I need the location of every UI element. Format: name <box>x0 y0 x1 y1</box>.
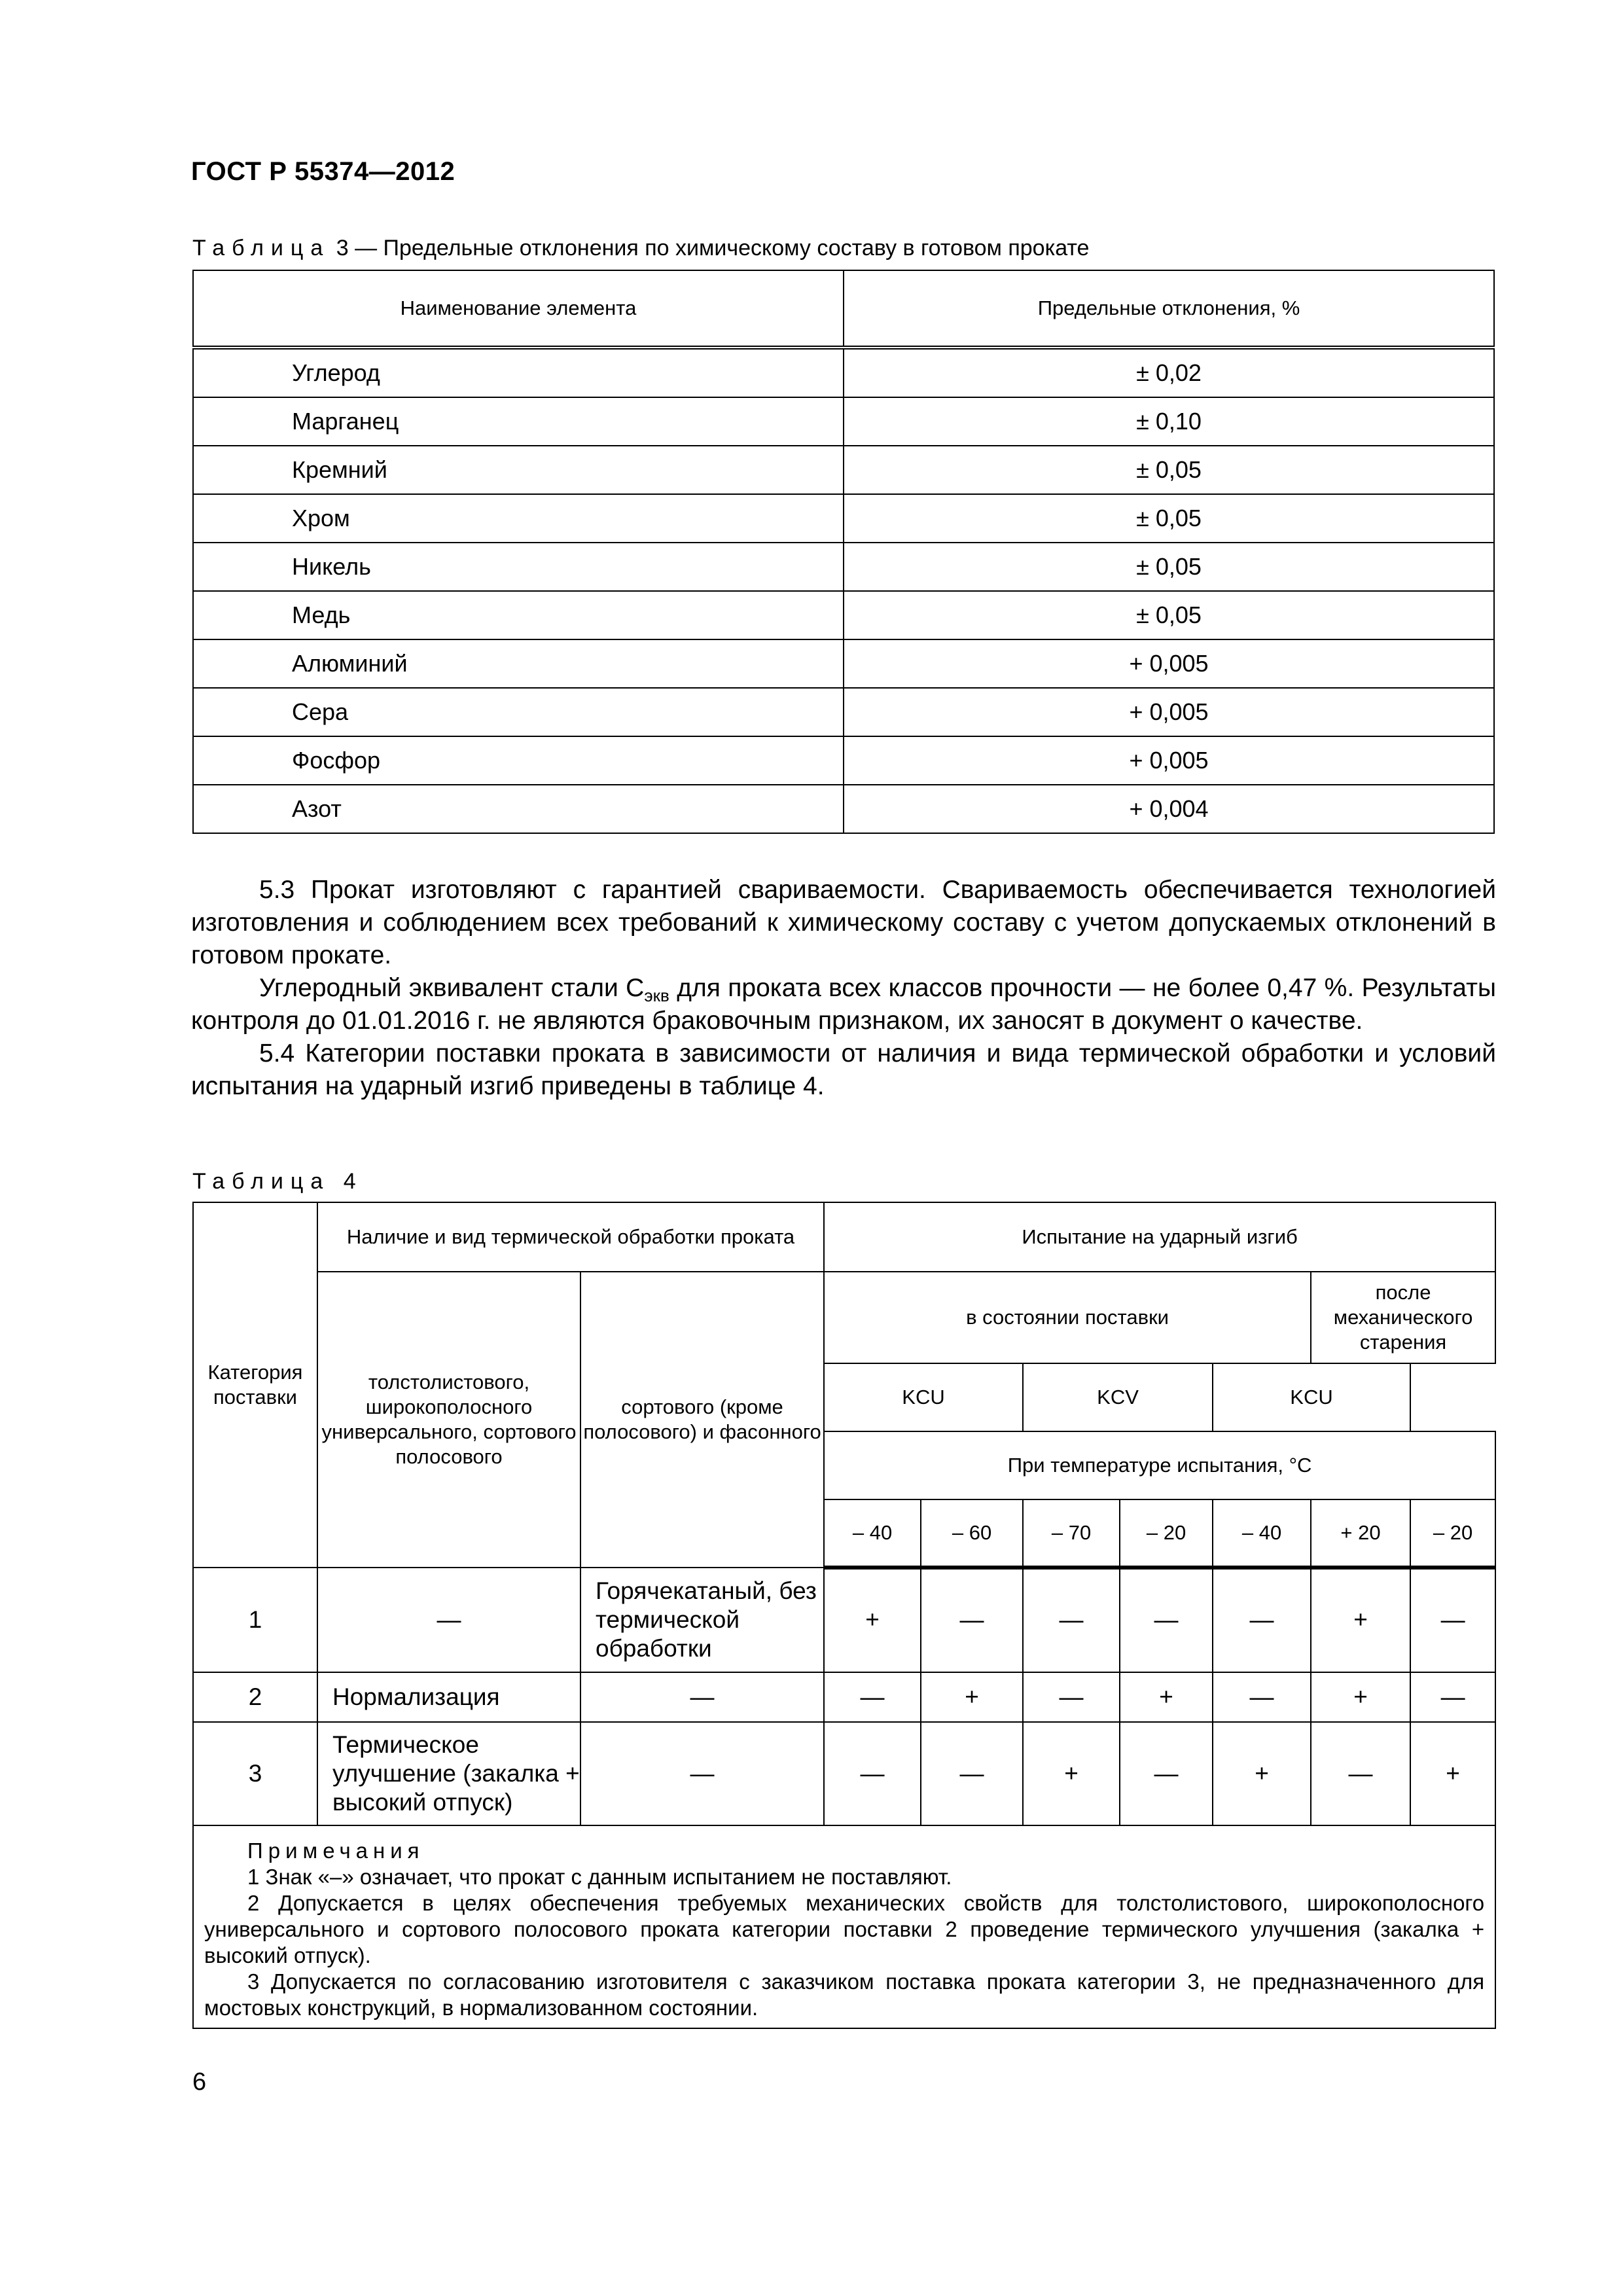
table4-plate-treatment: Термическое улучшение (закалка + высокий отпуск) <box>317 1722 580 1825</box>
body-text <box>191 874 1496 1103</box>
table4-header-section: сортового (кроме полосового) и фасонного <box>580 1272 824 1568</box>
table4-test-mark: — <box>1213 1672 1311 1722</box>
table4-test-mark: — <box>1311 1722 1410 1825</box>
table4-temperature-value: + 20 <box>1311 1499 1410 1568</box>
note-item: 3 Допускается по согласованию изготовителя с заказчиком поставка проката категории 3, не предназначенного для мостовых конструкций, в нормализованном состоянии. <box>204 1969 1485 2020</box>
table4-test-mark: — <box>921 1568 1023 1672</box>
table3-row <box>193 688 1494 736</box>
page-number: 6 <box>192 2068 207 2096</box>
note-item: 2 Допускается в целях обеспечения требуемых механических свойств для толстолистового, широкополосного универсального и сортового полосового проката категории поставки 2 проведение термического улучшения (закалка + высокий отпуск). <box>204 1891 1485 1967</box>
table3-row <box>193 639 1494 688</box>
table3-deviation-value: ± 0,05 <box>844 543 1494 591</box>
table3-element-name: Сера <box>193 688 844 736</box>
table4-test-mark: — <box>824 1672 921 1722</box>
table4-test-mark: + <box>921 1672 1023 1722</box>
table4-header-as-delivered: в состоянии поставки <box>824 1272 1311 1363</box>
table4-notes <box>193 1825 1495 2028</box>
table4-header-row-2 <box>193 1272 1495 1363</box>
table3-row <box>193 785 1494 833</box>
note-item: 1 Знак «–» означает, что прокат с данным испытанием не поставляют. <box>247 1865 952 1889</box>
table3-caption-text: 3 — Предельные отклонения по химическому составу в готовом прокате <box>330 236 1090 260</box>
table4-section-treatment: — <box>580 1672 824 1722</box>
table4-category-number: 3 <box>193 1722 317 1825</box>
table3-caption-label: Таблица <box>192 236 330 260</box>
table4-test-mark: + <box>1311 1568 1410 1672</box>
table4-test-mark: — <box>1213 1568 1311 1672</box>
table4-temperature-value: – 70 <box>1023 1499 1120 1568</box>
table4-test-mark: — <box>1410 1672 1495 1722</box>
table3-body <box>193 348 1494 833</box>
table4-category-number: 1 <box>193 1568 317 1672</box>
table4-test-mark: + <box>1120 1672 1213 1722</box>
table3-deviation-value: ± 0,05 <box>844 494 1494 543</box>
table3-deviation-value: ± 0,05 <box>844 591 1494 639</box>
table4-notes-row <box>193 1825 1495 2028</box>
table3-row <box>193 494 1494 543</box>
notes-title: Примечания <box>247 1839 425 1863</box>
table4-test-mark: — <box>1120 1722 1213 1825</box>
table3-element-name: Медь <box>193 591 844 639</box>
table3-deviation-value: + 0,004 <box>844 785 1494 833</box>
table4-body <box>193 1568 1495 1825</box>
table3-element-name: Марганец <box>193 397 844 446</box>
table3-deviation-value: + 0,005 <box>844 736 1494 785</box>
table4-section-treatment: — <box>580 1722 824 1825</box>
table3-deviation-value: ± 0,10 <box>844 397 1494 446</box>
table3-element-name: Хром <box>193 494 844 543</box>
table4-header-kcu-delivered: KCU <box>824 1363 1023 1431</box>
table4-header-plate: толстолистового, широкополосного универсального, сортового полосового <box>317 1272 580 1568</box>
table4-temperature-value: – 40 <box>1213 1499 1311 1568</box>
table4-header-category: Категория поставки <box>193 1202 317 1568</box>
table4-test-mark: + <box>1311 1672 1410 1722</box>
table3-header-element: Наименование элемента <box>193 270 844 348</box>
table4-plate-treatment: — <box>317 1568 580 1672</box>
document-number: ГОСТ Р 55374—2012 <box>191 157 455 186</box>
table4-test-mark: + <box>1023 1722 1120 1825</box>
table4-header-kcv: KCV <box>1023 1363 1213 1431</box>
table3-chemical-deviations <box>192 270 1495 834</box>
table4-header-impact-test: Испытание на ударный изгиб <box>824 1202 1495 1272</box>
paragraph-carbon-equivalent <box>191 972 1496 1037</box>
table4-row <box>193 1722 1495 1825</box>
table3-element-name: Никель <box>193 543 844 591</box>
paragraph-5-3: 5.3 Прокат изготовляют с гарантией свариваемости. Свариваемость обеспечивается технологией изготовления и соблюдением всех требований к химическому составу с учетом допускаемых отклонений в готовом прокате. <box>191 876 1496 969</box>
table3-row <box>193 543 1494 591</box>
table3-row <box>193 591 1494 639</box>
table4-test-mark: + <box>1213 1722 1311 1825</box>
table4-temperature-value: – 60 <box>921 1499 1023 1568</box>
table3-row <box>193 397 1494 446</box>
table4-header-heat-treatment: Наличие и вид термической обработки проката <box>317 1202 824 1272</box>
table4-section-treatment: Горячекатаный, без термической обработки <box>580 1568 824 1672</box>
table4-header-after-aging: после механического старения <box>1311 1272 1495 1363</box>
table3-deviation-value: ± 0,02 <box>844 348 1494 397</box>
table3-header-row <box>193 270 1494 348</box>
table4-temperature-value: – 20 <box>1410 1499 1495 1568</box>
table4-test-mark: + <box>1410 1722 1495 1825</box>
table4-plate-treatment: Нормализация <box>317 1672 580 1722</box>
table4-category-number: 2 <box>193 1672 317 1722</box>
table4-test-mark: — <box>1410 1568 1495 1672</box>
table4-header-kcu-aged: KCU <box>1213 1363 1410 1431</box>
table3-row <box>193 348 1494 397</box>
table4-test-mark: — <box>824 1722 921 1825</box>
table3-element-name: Алюминий <box>193 639 844 688</box>
carbon-equivalent-text-b: для проката всех классов прочности — не более 0,47 %. Результаты контроля до 01.01.2016 г. не являются браковочным признаком, их заносят в документ о качестве. <box>191 974 1496 1035</box>
table4-temperature-value: – 20 <box>1120 1499 1213 1568</box>
table4-temperature-value: – 40 <box>824 1499 921 1568</box>
table4-header-temperature: При температуре испытания, °С <box>824 1431 1495 1499</box>
table4-caption: Таблица 4 <box>192 1169 363 1194</box>
table4-header-row-1 <box>193 1202 1495 1272</box>
table3-element-name: Углерод <box>193 348 844 397</box>
table4-row <box>193 1568 1495 1672</box>
table3-row <box>193 736 1494 785</box>
table3-header-deviation: Предельные отклонения, % <box>844 270 1494 348</box>
table3-caption <box>192 236 1089 261</box>
table3-deviation-value: + 0,005 <box>844 688 1494 736</box>
table4-test-mark: — <box>921 1722 1023 1825</box>
table3-element-name: Кремний <box>193 446 844 494</box>
table3-row <box>193 446 1494 494</box>
table4-test-mark: — <box>1023 1672 1120 1722</box>
table4-row <box>193 1672 1495 1722</box>
table4-test-mark: — <box>1120 1568 1213 1672</box>
table4-delivery-categories <box>192 1202 1496 2029</box>
paragraph-5-4: 5.4 Категории поставки проката в зависимости от наличия и вида термической обработки и условий испытания на ударный изгиб приведены в таблице 4. <box>191 1039 1496 1100</box>
table3-deviation-value: ± 0,05 <box>844 446 1494 494</box>
table3-element-name: Азот <box>193 785 844 833</box>
table3-element-name: Фосфор <box>193 736 844 785</box>
carbon-equivalent-subscript: экв <box>644 986 669 1005</box>
carbon-equivalent-text-a: Углеродный эквивалент стали С <box>259 974 645 1002</box>
table4-test-mark: — <box>1023 1568 1120 1672</box>
table4-test-mark: + <box>824 1568 921 1672</box>
table3-deviation-value: + 0,005 <box>844 639 1494 688</box>
